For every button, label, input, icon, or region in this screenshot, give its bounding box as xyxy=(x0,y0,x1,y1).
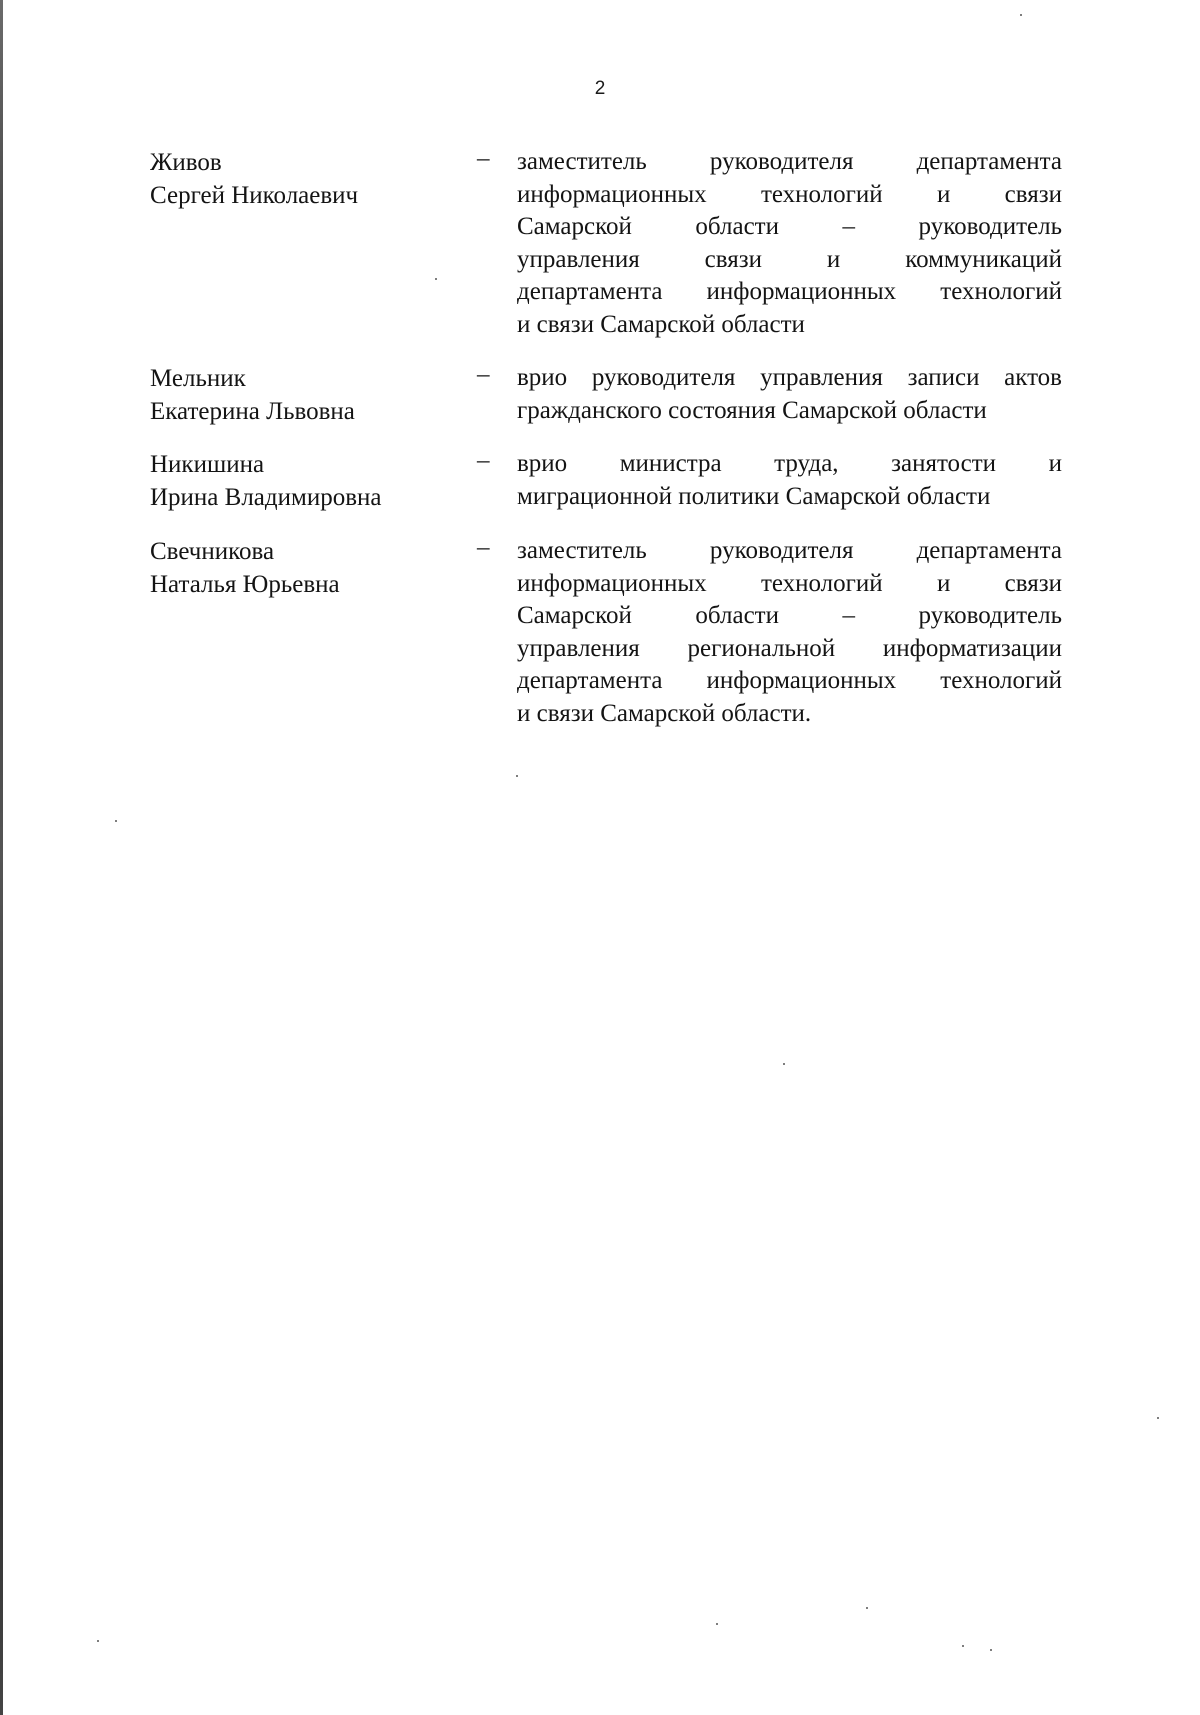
scan-speck xyxy=(115,820,117,822)
role-line: гражданского состояния Самарской области xyxy=(517,396,987,424)
scan-speck xyxy=(962,1645,964,1647)
scan-speck xyxy=(990,1649,992,1651)
role-line: миграционной политики Самарской области xyxy=(517,482,991,510)
role-line: и связи Самарской области. xyxy=(517,699,812,727)
person-surname: Мельник xyxy=(150,365,246,392)
dash-separator: – xyxy=(477,534,490,561)
scan-speck xyxy=(783,1063,785,1065)
person-name xyxy=(150,448,480,514)
person-given-names: Сергей Николаевич xyxy=(150,182,359,209)
person-surname: Живов xyxy=(150,149,222,176)
person-given-names: Ирина Владимировна xyxy=(150,484,382,511)
person-role xyxy=(517,146,1062,341)
person-role xyxy=(517,448,1062,513)
role-line: управления связи и коммуникаций xyxy=(517,245,1062,273)
role-line: информационных технологий и связи xyxy=(517,569,1062,597)
person-name xyxy=(150,362,480,428)
scan-speck xyxy=(1020,14,1022,16)
dash-separator: – xyxy=(477,145,490,172)
person-name xyxy=(150,535,480,601)
dash-separator: – xyxy=(477,447,490,474)
role-line: информационных технологий и связи xyxy=(517,180,1062,208)
scan-speck xyxy=(866,1607,868,1609)
person-role xyxy=(517,535,1062,730)
role-line: Самарской области – руководитель xyxy=(517,602,1062,629)
role-line: департамента информационных технологий xyxy=(517,667,1062,694)
person-given-names: Екатерина Львовна xyxy=(150,398,355,425)
person-name xyxy=(150,146,480,212)
role-line: Самарской области – руководитель xyxy=(517,213,1062,240)
dash-separator: – xyxy=(477,361,490,388)
role-line: заместитель руководителя департамента xyxy=(517,148,1062,175)
role-line: и связи Самарской области xyxy=(517,310,805,338)
person-surname: Свечникова xyxy=(150,538,275,565)
scan-speck xyxy=(516,775,518,777)
scan-speck xyxy=(1157,1417,1159,1419)
person-role xyxy=(517,362,1062,427)
person-surname: Никишина xyxy=(150,451,265,478)
scan-edge xyxy=(0,0,3,1715)
scan-speck xyxy=(435,278,437,280)
scan-speck xyxy=(716,1623,718,1625)
scan-speck xyxy=(97,1640,99,1642)
person-given-names: Наталья Юрьевна xyxy=(150,571,340,598)
page-number: 2 xyxy=(594,78,606,99)
role-line: заместитель руководителя департамента xyxy=(517,537,1062,564)
role-line: врио министра труда, занятости и xyxy=(517,450,1062,477)
role-line: департамента информационных технологий xyxy=(517,278,1062,305)
role-line: врио руководителя управления записи актов xyxy=(517,364,1062,391)
role-line: управления региональной информатизации xyxy=(517,634,1062,662)
